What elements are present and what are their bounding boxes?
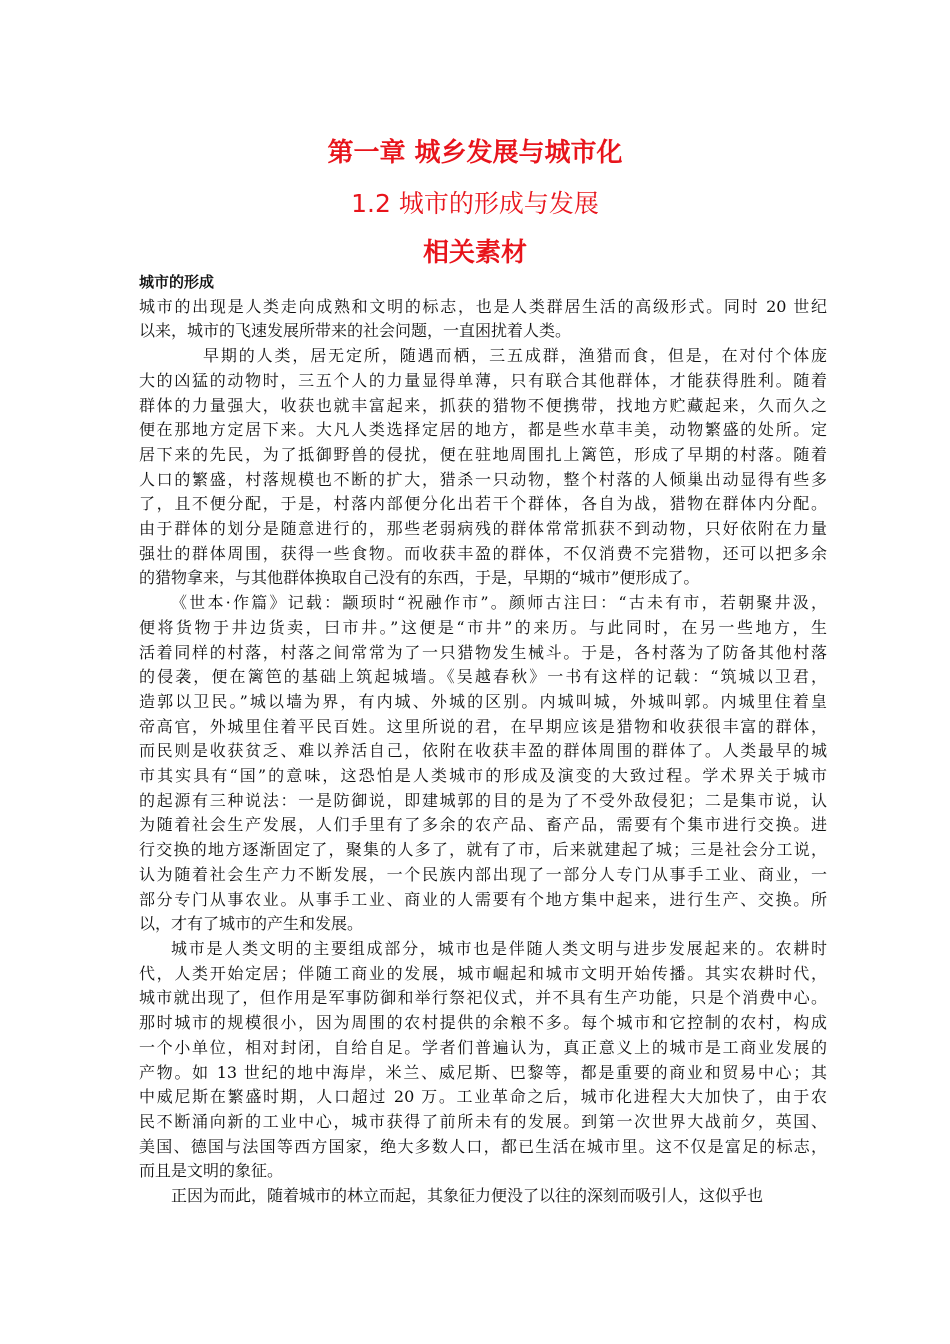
- paragraph-line: 群体的力量强大，收获也就丰富起来，抓获的猎物不便携带，找地方贮藏起来，久而久之: [139, 395, 827, 415]
- paragraph-line: 而民则是收获贫乏、难以养活自己，依附在收获丰盈的群体周围的群体了。人类最早的城: [139, 741, 827, 761]
- paragraph-line: 市其实具有“国”的意味，这恐怕是人类城市的形成及演变的大致过程。学术界关于城市: [139, 766, 827, 786]
- paragraph-line: 居下来的先民，为了抵御野兽的侵扰，便在驻地周围扎上篱笆，形成了早期的村落。随着: [139, 444, 827, 464]
- paragraph: [139, 1184, 827, 1209]
- paragraph-line: 《世本·作篇》记载：颛顼时“祝融作市”。颜师古注曰：“古未有市，若朝聚井汲，: [171, 593, 827, 613]
- paragraph-list: [139, 295, 827, 1209]
- paragraph-line: 产物。如 13 世纪的地中海岸，米兰、威尼斯、巴黎等，都是重要的商业和贸易中心；其: [139, 1062, 827, 1082]
- paragraph-line: 部分专门从事农业。从事手工业、商业的人需要有个地方集中起来，进行生产、交换。所: [139, 889, 827, 909]
- paragraph-line: 大的凶猛的动物时，三五个人的力量显得单薄，只有联合其他群体，才能获得胜利。随着: [139, 370, 827, 390]
- paragraph-line: 以，才有了城市的产生和发展。: [139, 914, 364, 934]
- paragraph-line: 而且是文明的象征。: [139, 1161, 284, 1181]
- paragraph-line: 由于群体的划分是随意进行的，那些老弱病残的群体常常抓获不到动物，只好依附在力量: [139, 519, 827, 539]
- paragraph-line: 的猎物拿来，与其他群体换取自己没有的东西，于是，早期的“城市”便形成了。: [139, 568, 700, 588]
- paragraph: [139, 937, 827, 1184]
- material-title: 相关素材: [422, 238, 527, 268]
- paragraph-line: 城市就出现了，但作用是军事防御和举行祭祀仪式，并不具有生产功能，只是个消费中心。: [139, 988, 827, 1008]
- section-heading: 城市的形成: [139, 273, 215, 291]
- paragraph: [139, 344, 827, 591]
- chapter-title: 第一章 城乡发展与城市化: [327, 138, 623, 168]
- paragraph-line: 造郭以卫民。”城以墙为界，有内城、外城的区别。内城叫城，外城叫郭。内城里住着皇: [139, 691, 827, 711]
- document-body: [139, 270, 827, 1209]
- paragraph-line: 民不断涌向新的工业中心，城市获得了前所未有的发展。到第一次世界大战前夕，英国、: [139, 1111, 827, 1131]
- paragraph-line: 活着同样的村落，村落之间常常为了一只猎物发生械斗。于是，各村落为了防备其他村落: [139, 642, 827, 662]
- paragraph-line: 城市的出现是人类走向成熟和文明的标志，也是人类群居生活的高级形式。同时 20 世纪: [139, 296, 827, 316]
- paragraph-line: 帝高官，外城里住着平民百姓。这里所说的君，在早期应该是猎物和收获很丰富的群体，: [139, 716, 827, 736]
- paragraph-line: 便在那地方定居下来。大凡人类选择定居的地方，都是些水草丰美，动物繁盛的处所。定: [139, 420, 827, 440]
- paragraph: [139, 591, 827, 937]
- paragraph-line: 强壮的群体周围，获得一些食物。而收获丰盈的群体，不仅消费不完猎物，还可以把多余: [139, 543, 827, 563]
- paragraph-line: 早期的人类，居无定所，随遇而栖，三五成群，渔猎而食，但是，在对付个体庞: [203, 346, 827, 366]
- paragraph-line: 了，且不便分配，于是，村落内部便分化出若干个群体，各自为战，猎物在群体内分配。: [139, 494, 827, 514]
- paragraph-line: 的起源有三种说法：一是防御说，即建城郭的目的是为了不受外敌侵犯；二是集市说，认: [139, 790, 827, 810]
- paragraph-line: 认为随着社会生产力不断发展，一个民族内部出现了一部分人专门从事手工业、商业，一: [139, 864, 827, 884]
- paragraph-line: 正因为而此，随着城市的林立而起，其象征力便没了以往的深刻而吸引人，这似乎也: [171, 1186, 764, 1206]
- paragraph: [139, 295, 827, 344]
- paragraph-line: 城市是人类文明的主要组成部分，城市也是伴随人类文明与进步发展起来的。农耕时: [171, 938, 827, 958]
- paragraph-line: 美国、德国与法国等西方国家，绝大多数人口，都已生活在城市里。这不仅是富足的标志，: [139, 1136, 827, 1156]
- paragraph-line: 中威尼斯在繁盛时期，人口超过 20 万。工业革命之后，城市化进程大大加快了，由于农: [139, 1087, 827, 1107]
- paragraph-line: 为随着社会生产发展，人们手里有了多余的农产品、畜产品，需要有个集市进行交换。进: [139, 815, 827, 835]
- paragraph-line: 人口的繁盛，村落规模也不断的扩大，猎杀一只动物，整个村落的人倾巢出动显得有些多: [139, 469, 827, 489]
- paragraph-line: 便将货物于井边货卖，曰市井。”这便是“市井”的来历。与此同时，在另一些地方，生: [139, 617, 827, 637]
- paragraph-line: 那时城市的规模很小，因为周围的农村提供的余粮不多。每个城市和它控制的农村，构成: [139, 1013, 827, 1033]
- paragraph-line: 以来，城市的飞速发展所带来的社会问题，一直困扰着人类。: [139, 321, 572, 341]
- paragraph-line: 代，人类开始定居；伴随工商业的发展，城市崛起和城市文明开始传播。其实农耕时代，: [139, 963, 827, 983]
- section-title: 1.2 城市的形成与发展: [351, 189, 599, 218]
- paragraph-line: 行交换的地方逐渐固定了，聚集的人多了，就有了市，后来就建起了城；三是社会分工说，: [139, 840, 827, 860]
- paragraph-line: 的侵袭，便在篱笆的基础上筑起城墙。《吴越春秋》一书有这样的记载：“筑城以卫君，: [139, 667, 827, 687]
- paragraph-line: 一个小单位，相对封闭，自给自足。学者们普遍认为，真正意义上的城市是工商业发展的: [139, 1037, 827, 1057]
